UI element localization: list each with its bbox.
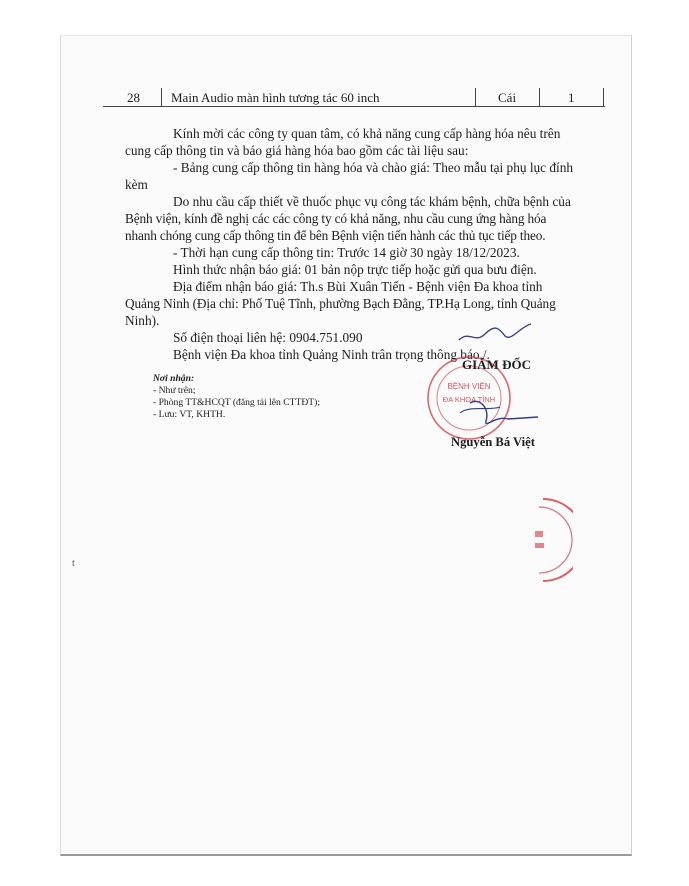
body-line: Quảng Ninh (Địa chỉ: Phố Tuệ Tĩnh, phường Bạch Đằng, TP.Hạ Long, tỉnh Quảng <box>125 296 556 311</box>
body-line: Ninh). <box>125 313 160 328</box>
row-number: 28 <box>127 90 140 105</box>
body-line: Địa điểm nhận báo giá: Th.s Bùi Xuân Tiến - Bệnh viện Đa khoa tỉnh <box>173 279 543 294</box>
body-line: Số điện thoại liên hệ: 0904.751.090 <box>173 330 363 345</box>
edge-stamp <box>513 495 573 585</box>
body-line: Bệnh viện Đa khoa tỉnh Quảng Ninh trân trọng thông báo./. <box>173 347 490 362</box>
recipients-title: Nơi nhận: <box>153 373 195 384</box>
body-line: Bệnh viện, kính đề nghị các các công ty có khả năng, nhu cầu cung ứng hàng hóa <box>125 211 547 226</box>
initial-scribble <box>455 318 535 348</box>
stamp-line-2: ĐA KHOA TỈNH <box>442 395 496 404</box>
body-line: - Thời hạn cung cấp thông tin: Trước 14 giờ 30 ngày 18/12/2023. <box>173 245 520 260</box>
stamp-line-1: BỆNH VIỆN <box>447 382 491 391</box>
table-divider <box>603 88 604 106</box>
table-divider <box>161 88 162 106</box>
body-line: cung cấp thông tin và báo giá hàng hóa bao gồm các tài liệu sau: <box>125 143 469 158</box>
body-line: Do nhu cầu cấp thiết về thuốc phục vụ công tác khám bệnh, chữa bệnh của <box>173 194 571 209</box>
body-line: nhanh chóng cung cấp thông tin để bên Bệnh viện tiến hành các thủ tục tiếp theo. <box>125 228 546 243</box>
body-line: Kính mời các công ty quan tâm, có khả năng cung cấp hàng hóa nêu trên <box>173 126 561 141</box>
table-divider <box>475 88 476 106</box>
recipient-item: - Lưu: VT, KHTH. <box>153 409 226 420</box>
table-divider <box>539 88 540 106</box>
row-unit: Cái <box>498 90 517 105</box>
row-item-name: Main Audio màn hình tương tác 60 inch <box>171 90 380 105</box>
stray-mark: t <box>72 558 75 569</box>
signature-title: GIÁM ĐỐC <box>462 357 531 372</box>
signer-name: Nguyễn Bá Việt <box>451 435 535 449</box>
recipient-item: - Phòng TT&HCQT (đăng tải lên CTTĐT); <box>153 397 320 408</box>
body-line: kèm <box>125 177 148 192</box>
body-line: Hình thức nhận báo giá: 01 bản nộp trực tiếp hoặc gửi qua bưu điện. <box>173 262 537 277</box>
recipient-item: - Như trên; <box>153 385 196 396</box>
body-line: - Bảng cung cấp thông tin hàng hóa và chào giá: Theo mẫu tại phụ lục đính <box>173 160 574 175</box>
recipients-block <box>153 373 320 421</box>
table-row <box>103 88 605 107</box>
row-quantity: 1 <box>568 90 575 105</box>
